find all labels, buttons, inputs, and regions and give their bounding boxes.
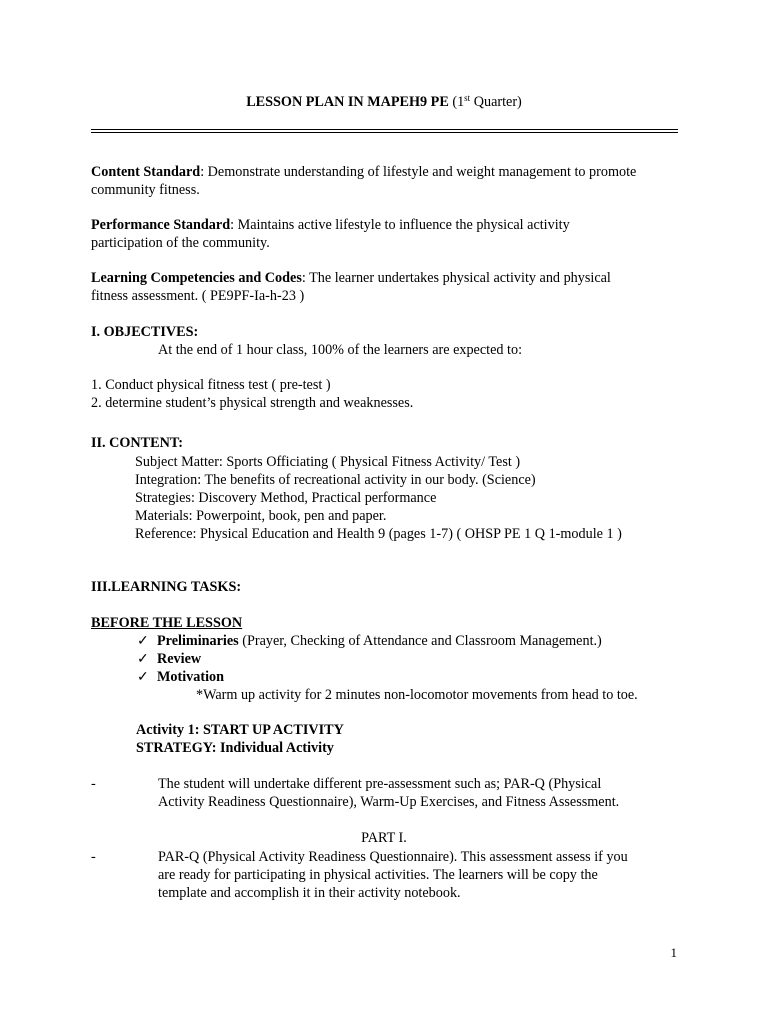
performance-standard-line2: participation of the community. (91, 235, 270, 251)
checklist-item-detail: (Prayer, Checking of Attendance and Classroom Management.) (238, 633, 602, 649)
checklist-item-label: Motivation (157, 669, 224, 685)
objective-item: 1. Conduct physical fitness test ( pre-test ) (91, 377, 331, 393)
content-standard (91, 163, 636, 181)
before-lesson-heading: BEFORE THE LESSON (91, 615, 243, 631)
activity-title: Activity 1: START UP ACTIVITY (136, 722, 344, 738)
page-number: 1 (670, 945, 677, 960)
assessment-bullet-line2: Activity Readiness Questionnaire), Warm-Up Exercises, and Fitness Assessment. (158, 794, 620, 810)
checklist-item (137, 632, 602, 650)
content-standard-label: Content Standard (91, 164, 201, 180)
part-label: PART I. (361, 830, 407, 846)
check-mark-icon: ✓ (137, 669, 149, 685)
objectives-intro: At the end of 1 hour class, 100% of the learners are expected to: (158, 342, 523, 358)
title-rule-top (91, 129, 678, 130)
content-subject-matter: Subject Matter: Sports Officiating ( Physical Fitness Activity/ Test ) (135, 454, 521, 470)
check-mark-icon: ✓ (137, 633, 149, 649)
objective-item: 2. determine student’s physical strength and weaknesses. (91, 395, 414, 411)
learning-competencies (91, 269, 611, 287)
title-paren-open: (1 (448, 94, 465, 110)
dash-bullet-icon: - (91, 849, 96, 865)
content-materials: Materials: Powerpoint, book, pen and paper. (135, 508, 387, 524)
learning-competencies-line2: fitness assessment. ( PE9PF-Ia-h-23 ) (91, 288, 305, 304)
content-integration: Integration: The benefits of recreational activity in our body. (Science) (135, 472, 536, 488)
parq-bullet-line3: template and accomplish it in their activity notebook. (158, 885, 461, 901)
performance-standard-text: : Maintains active lifestyle to influence the physical activity (230, 217, 570, 233)
title-main: LESSON PLAN IN MAPEH9 PE (246, 94, 449, 110)
checklist-item-label: Preliminaries (157, 633, 239, 649)
learning-competencies-text: : The learner undertakes physical activity and physical (301, 270, 611, 286)
part-heading (0, 829, 768, 847)
content-standard-text: : Demonstrate understanding of lifestyle and weight management to promote (200, 164, 637, 180)
checklist-item (137, 668, 224, 686)
learning-competencies-label: Learning Competencies and Codes (91, 270, 302, 286)
activity-strategy: STRATEGY: Individual Activity (136, 740, 334, 756)
title-paren-close: Quarter) (470, 94, 522, 110)
assessment-bullet-text: The student will undertake different pre-assessment such as; PAR-Q (Physical (158, 776, 602, 792)
performance-standard (91, 216, 570, 234)
content-reference: Reference: Physical Education and Health 9 (pages 1-7) ( OHSP PE 1 Q 1-module 1 ) (135, 526, 622, 542)
objectives-heading: I. OBJECTIVES: (91, 324, 199, 340)
parq-bullet-line2: are ready for participating in physical activities. The learners will be copy the (158, 867, 598, 883)
content-heading: II. CONTENT: (91, 435, 183, 451)
learning-tasks-heading: III.LEARNING TASKS: (91, 579, 242, 595)
performance-standard-label: Performance Standard (91, 217, 231, 233)
check-mark-icon: ✓ (137, 651, 149, 667)
title-rule-bottom (91, 132, 678, 133)
content-standard-line2: community fitness. (91, 182, 200, 198)
document-title (0, 93, 768, 111)
motivation-note: *Warm up activity for 2 minutes non-locomotor movements from head to toe. (196, 687, 638, 703)
parq-bullet (91, 848, 628, 866)
assessment-bullet (91, 775, 601, 793)
title-superscript: st (464, 93, 471, 103)
checklist-item-label: Review (157, 651, 202, 667)
content-strategies: Strategies: Discovery Method, Practical performance (135, 490, 437, 506)
dash-bullet-icon: - (91, 776, 96, 792)
checklist-item (137, 650, 201, 668)
parq-bullet-text: PAR-Q (Physical Activity Readiness Questionnaire). This assessment assess if you (158, 849, 628, 865)
